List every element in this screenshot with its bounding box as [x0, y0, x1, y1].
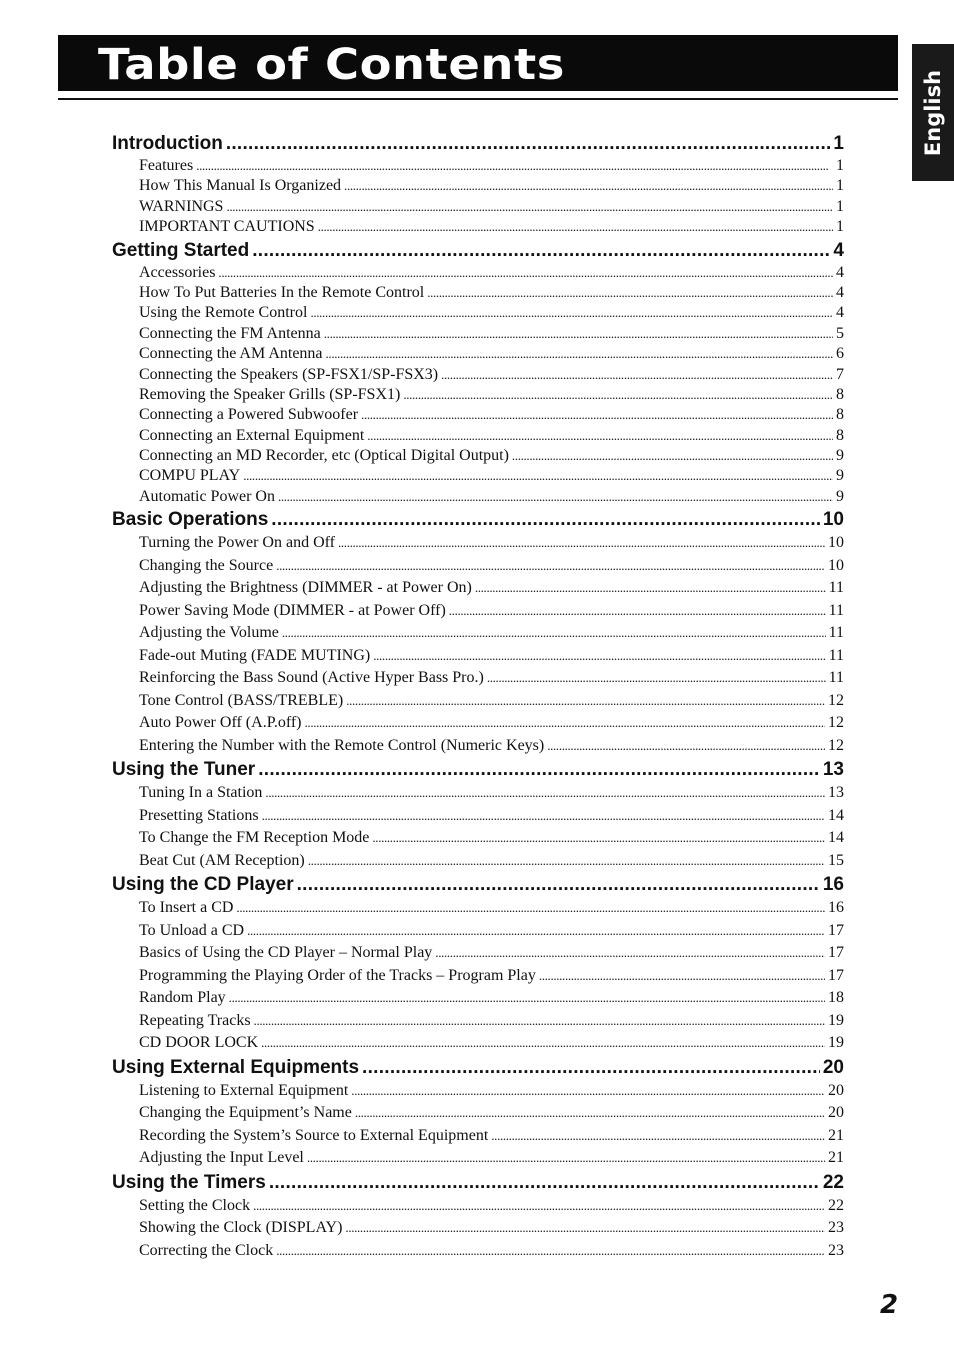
- toc-item[interactable]: [139, 405, 844, 425]
- dot-leader: [344, 176, 833, 196]
- toc-item-label: Auto Power Off (A.P.off): [139, 714, 302, 732]
- dot-leader: [265, 782, 825, 805]
- toc-item[interactable]: [139, 532, 844, 555]
- dot-leader: [427, 283, 833, 303]
- dot-leader: [547, 735, 825, 758]
- toc-item-label: Correcting the Clock: [139, 1241, 274, 1259]
- toc-section-page: 10: [822, 509, 844, 531]
- dot-leader: [229, 987, 825, 1010]
- toc-item[interactable]: [139, 965, 844, 988]
- toc-item-label: IMPORTANT CAUTIONS: [139, 218, 315, 236]
- toc-item-label: CD DOOR LOCK: [139, 1034, 259, 1052]
- toc-item-label: Tuning In a Station: [139, 784, 263, 802]
- toc-section-heading[interactable]: [112, 1055, 844, 1080]
- toc-item-label: Adjusting the Brightness (DIMMER - at Power On): [139, 579, 472, 597]
- dot-leader: [491, 1125, 825, 1148]
- toc-item-label: Listening to External Equipment: [139, 1081, 349, 1099]
- toc-item-label: Fade-out Muting (FADE MUTING): [139, 646, 371, 664]
- toc-section-page: 13: [822, 759, 844, 781]
- toc-item-label: Presetting Stations: [139, 806, 259, 824]
- dot-leader: [326, 344, 833, 364]
- dot-leader: [262, 805, 825, 828]
- toc-item[interactable]: [139, 426, 844, 446]
- toc-item[interactable]: [139, 920, 844, 943]
- toc-item[interactable]: [139, 487, 844, 507]
- toc-item-label: Power Saving Mode (DIMMER - at Power Off): [139, 601, 446, 619]
- toc-item-page: 11: [828, 579, 844, 597]
- toc-item-label: Automatic Power On: [139, 487, 275, 505]
- language-tab: [912, 44, 954, 181]
- toc-item[interactable]: [139, 1010, 844, 1033]
- toc-section-title: Using External Equipments: [112, 1056, 360, 1078]
- toc-item-label: Repeating Tracks: [139, 1011, 251, 1029]
- toc-item-page: 7: [836, 365, 844, 383]
- toc-item[interactable]: [139, 466, 844, 486]
- toc-item-page: 1: [836, 177, 844, 195]
- dot-leader: [226, 197, 833, 217]
- dot-leader: [310, 303, 833, 323]
- toc-item[interactable]: [139, 712, 844, 735]
- title-underline: [58, 98, 898, 100]
- toc-item-page: 11: [828, 624, 844, 642]
- dot-leader: [196, 156, 833, 176]
- dot-leader: [512, 446, 833, 466]
- dot-leader: [441, 365, 833, 385]
- toc-section-title: Using the Tuner: [112, 759, 256, 781]
- toc-section-title: Getting Started: [112, 239, 250, 261]
- toc-item[interactable]: [139, 446, 844, 466]
- dot-leader: [361, 405, 833, 425]
- toc-section-page: 22: [822, 1171, 844, 1193]
- dot-leader: [271, 507, 820, 532]
- dot-leader: [351, 1080, 825, 1103]
- dot-leader: [338, 532, 825, 555]
- toc-item-page: 12: [828, 691, 844, 709]
- toc-section-page: 20: [822, 1056, 844, 1078]
- toc-item-page: 21: [828, 1149, 844, 1167]
- toc-item-page: 15: [828, 851, 844, 869]
- toc-section-heading[interactable]: [112, 872, 844, 897]
- toc-item[interactable]: [139, 782, 844, 805]
- dot-leader: [449, 600, 826, 623]
- toc-item[interactable]: [139, 283, 844, 303]
- dot-leader: [307, 1147, 825, 1170]
- table-of-contents: [112, 131, 844, 1262]
- toc-item-label: Using the Remote Control: [139, 304, 308, 322]
- toc-item-page: 17: [828, 966, 844, 984]
- toc-item-page: 19: [828, 1011, 844, 1029]
- dot-leader: [243, 466, 833, 486]
- toc-section-heading[interactable]: [112, 757, 844, 782]
- toc-item[interactable]: [139, 600, 844, 623]
- title-banner: [58, 35, 898, 91]
- toc-item[interactable]: [139, 1125, 844, 1148]
- toc-item[interactable]: [139, 690, 844, 713]
- toc-item-page: 18: [828, 989, 844, 1007]
- toc-item[interactable]: [139, 555, 844, 578]
- toc-item-label: Changing the Equipment’s Name: [139, 1104, 352, 1122]
- dot-leader: [373, 645, 825, 668]
- toc-section: [112, 757, 844, 872]
- dot-leader: [247, 920, 825, 943]
- toc-item[interactable]: [139, 1240, 844, 1263]
- toc-section-page: 4: [833, 239, 844, 261]
- toc-item-label: To Change the FM Reception Mode: [139, 829, 370, 847]
- toc-item-label: How This Manual Is Organized: [139, 177, 342, 195]
- toc-item-page: 23: [828, 1241, 844, 1259]
- toc-section-title: Using the CD Player: [112, 874, 294, 896]
- dot-leader: [261, 1032, 825, 1055]
- dot-leader: [253, 1195, 825, 1218]
- toc-item-label: Features: [139, 157, 194, 174]
- toc-item-label: Basics of Using the CD Player – Normal Play: [139, 944, 433, 962]
- toc-item-page: 1: [836, 157, 844, 174]
- dot-leader: [362, 1055, 820, 1080]
- toc-item-page: 16: [828, 899, 844, 917]
- toc-section-page: 1: [833, 133, 844, 154]
- toc-item-label: Removing the Speaker Grills (SP-FSX1): [139, 385, 401, 403]
- dot-leader: [487, 667, 826, 690]
- dot-leader: [276, 1240, 825, 1263]
- toc-item-page: 10: [828, 534, 844, 552]
- toc-item-page: 19: [828, 1034, 844, 1052]
- dot-leader: [276, 555, 825, 578]
- toc-item-label: Changing the Source: [139, 556, 274, 574]
- toc-item-label: Connecting an External Equipment: [139, 426, 365, 444]
- toc-item-page: 8: [836, 406, 844, 424]
- toc-item-label: How To Put Batteries In the Remote Control: [139, 283, 425, 301]
- toc-item-label: Tone Control (BASS/TREBLE): [139, 691, 344, 709]
- page-number: 2: [880, 1290, 899, 1320]
- toc-item-label: Connecting the FM Antenna: [139, 324, 321, 342]
- toc-item[interactable]: [139, 805, 844, 828]
- toc-section: [112, 872, 844, 1055]
- dot-leader: [254, 1010, 825, 1033]
- toc-item-page: 21: [828, 1126, 844, 1144]
- dot-leader: [367, 426, 833, 446]
- toc-section: [112, 1170, 844, 1263]
- toc-item-page: 4: [836, 263, 844, 281]
- toc-item-label: Beat Cut (AM Reception): [139, 851, 305, 869]
- dot-leader: [345, 1217, 825, 1240]
- toc-item-label: To Insert a CD: [139, 899, 234, 917]
- toc-item-page: 17: [828, 921, 844, 939]
- toc-item[interactable]: [139, 263, 844, 283]
- toc-item[interactable]: [139, 385, 844, 405]
- toc-item-page: 1: [836, 218, 844, 236]
- toc-item[interactable]: [139, 850, 844, 873]
- toc-item-page: 20: [828, 1104, 844, 1122]
- toc-item-page: 8: [836, 385, 844, 403]
- toc-item-label: To Unload a CD: [139, 921, 245, 939]
- toc-item-page: 14: [828, 806, 844, 824]
- toc-section-page: 16: [822, 874, 844, 896]
- dot-leader: [236, 897, 825, 920]
- toc-item-page: 23: [828, 1219, 844, 1237]
- dot-leader: [355, 1102, 825, 1125]
- toc-item-page: 12: [828, 736, 844, 754]
- dot-leader: [318, 217, 833, 237]
- toc-item-page: 1: [836, 197, 844, 215]
- toc-section: [112, 238, 844, 508]
- toc-item-page: 9: [836, 467, 844, 485]
- toc-item-page: 9: [836, 447, 844, 465]
- toc-item-label: Entering the Number with the Remote Control (Numeric Keys): [139, 736, 545, 754]
- toc-item[interactable]: [139, 897, 844, 920]
- toc-item-label: Turning the Power On and Off: [139, 534, 335, 552]
- toc-item[interactable]: [139, 942, 844, 965]
- toc-item-label: Reinforcing the Bass Sound (Active Hyper Bass Pro.): [139, 669, 484, 687]
- toc-section-heading[interactable]: [112, 507, 844, 532]
- toc-item-page: 5: [836, 324, 844, 342]
- toc-section-title: Introduction: [112, 133, 223, 154]
- toc-item-page: 22: [828, 1196, 844, 1214]
- dot-leader: [539, 965, 825, 988]
- toc-item[interactable]: [139, 176, 844, 196]
- toc-item-page: 4: [836, 304, 844, 322]
- dot-leader: [278, 487, 833, 507]
- toc-item-label: Accessories: [139, 263, 216, 281]
- toc-item[interactable]: [139, 735, 844, 758]
- toc-item[interactable]: [139, 156, 844, 176]
- toc-item-page: 11: [828, 601, 844, 619]
- toc-item-label: Adjusting the Volume: [139, 624, 279, 642]
- toc-item-label: Random Play: [139, 989, 226, 1007]
- toc-item[interactable]: [139, 827, 844, 850]
- toc-item-page: 6: [836, 345, 844, 363]
- dot-leader: [297, 872, 820, 897]
- toc-item-page: 20: [828, 1081, 844, 1099]
- toc-item-label: Adjusting the Input Level: [139, 1149, 304, 1167]
- dot-leader: [252, 238, 830, 263]
- toc-item-page: 4: [836, 283, 844, 301]
- toc-item-page: 11: [828, 646, 844, 664]
- toc-item-label: Programming the Playing Order of the Tracks – Program Play: [139, 966, 536, 984]
- toc-item[interactable]: [139, 1032, 844, 1055]
- toc-item[interactable]: [139, 667, 844, 690]
- toc-item-label: Setting the Clock: [139, 1196, 251, 1214]
- dot-leader: [372, 827, 825, 850]
- toc-item[interactable]: [139, 324, 844, 344]
- page-title: Table of Contents: [98, 40, 565, 90]
- toc-item-label: Connecting an MD Recorder, etc (Optical Digital Output): [139, 447, 509, 465]
- toc-item-page: 14: [828, 829, 844, 847]
- toc-item[interactable]: [139, 197, 844, 217]
- toc-item-label: Connecting the Speakers (SP-FSX1/SP-FSX3): [139, 365, 439, 383]
- dot-leader: [308, 850, 825, 873]
- toc-item[interactable]: [139, 365, 844, 385]
- dot-leader: [324, 324, 833, 344]
- dot-leader: [305, 712, 825, 735]
- toc-item-label: Recording the System’s Source to External Equipment: [139, 1126, 489, 1144]
- toc-section-title: Using the Timers: [112, 1171, 266, 1193]
- dot-leader: [403, 385, 833, 405]
- toc-item[interactable]: [139, 1102, 844, 1125]
- toc-item-page: 10: [828, 556, 844, 574]
- toc-item[interactable]: [139, 217, 844, 237]
- toc-section-heading[interactable]: [112, 1170, 844, 1195]
- toc-item-page: 12: [828, 714, 844, 732]
- toc-item[interactable]: [139, 303, 844, 323]
- toc-item-page: 11: [828, 669, 844, 687]
- toc-item-label: Connecting a Powered Subwoofer: [139, 406, 359, 424]
- toc-item-label: Showing the Clock (DISPLAY): [139, 1219, 343, 1237]
- toc-item[interactable]: [139, 1147, 844, 1170]
- toc-section: [112, 131, 844, 238]
- dot-leader: [226, 131, 831, 156]
- toc-item[interactable]: [139, 1080, 844, 1103]
- dot-leader: [435, 942, 825, 965]
- toc-item-page: 8: [836, 426, 844, 444]
- toc-item-page: 13: [828, 784, 844, 802]
- toc-item[interactable]: [139, 577, 844, 600]
- toc-item-label: COMPU PLAY: [139, 467, 241, 485]
- toc-item[interactable]: [139, 645, 844, 668]
- toc-section-heading[interactable]: [112, 238, 844, 263]
- toc-item[interactable]: [139, 1217, 844, 1240]
- toc-item[interactable]: [139, 622, 844, 645]
- dot-leader: [258, 757, 820, 782]
- toc-item-page: 9: [836, 487, 844, 505]
- dot-leader: [475, 577, 826, 600]
- toc-item-label: Connecting the AM Antenna: [139, 345, 323, 363]
- toc-item-label: WARNINGS: [139, 197, 224, 215]
- dot-leader: [346, 690, 825, 713]
- toc-section: [112, 507, 844, 757]
- toc-item-page: 17: [828, 944, 844, 962]
- toc-section-title: Basic Operations: [112, 509, 269, 531]
- dot-leader: [269, 1170, 820, 1195]
- toc-item[interactable]: [139, 344, 844, 364]
- dot-leader: [282, 622, 826, 645]
- toc-section: [112, 1055, 844, 1170]
- toc-section-heading[interactable]: [112, 131, 844, 156]
- dot-leader: [218, 263, 833, 283]
- language-tab-label: English: [921, 69, 945, 156]
- toc-item[interactable]: [139, 1195, 844, 1218]
- toc-item[interactable]: [139, 987, 844, 1010]
